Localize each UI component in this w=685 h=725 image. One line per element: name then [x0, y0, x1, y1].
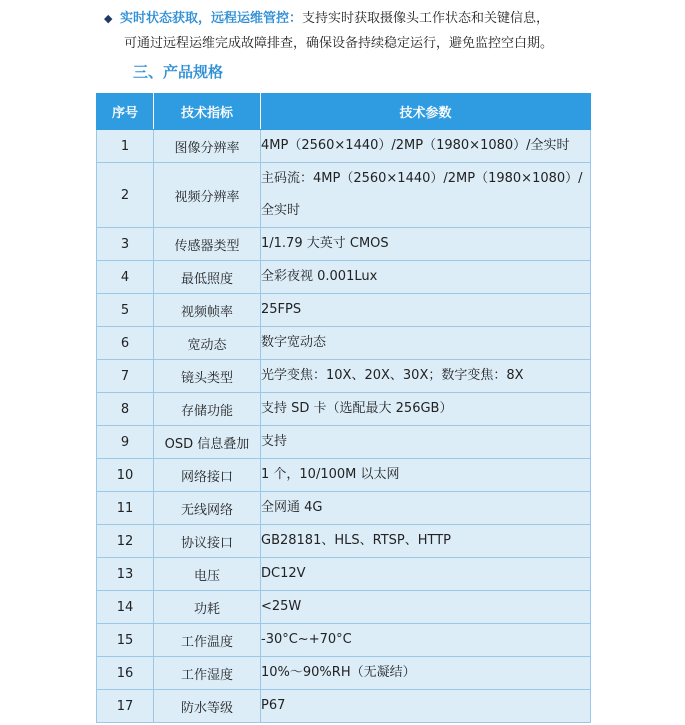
row-spec-value: <25W	[261, 591, 591, 624]
table-row	[97, 327, 591, 360]
row-spec-value: 4MP（2560×1440）/2MP（1980×1080）/全实时	[261, 130, 591, 163]
row-spec-value: DC12V	[261, 558, 591, 591]
row-spec-value: 数字宽动态	[261, 327, 591, 360]
table-header-row	[97, 94, 591, 130]
table-row	[97, 294, 591, 327]
row-spec-name: 视频帧率	[154, 294, 261, 327]
table-row	[97, 426, 591, 459]
row-spec-value: 25FPS	[261, 294, 591, 327]
row-spec-name: 最低照度	[154, 261, 261, 294]
diamond-bullet-icon: ◆	[104, 12, 113, 25]
table-row	[97, 459, 591, 492]
row-spec-value: 光学变焦：10X、20X、30X；数字变焦：8X	[261, 360, 591, 393]
row-spec-name: 宽动态	[154, 327, 261, 360]
feature-text-line2: 可通过远程运维完成故障排查，确保设备持续稳定运行，避免监控空白期。	[124, 36, 554, 51]
row-spec-value: 全彩夜视 0.001Lux	[261, 261, 591, 294]
header-value: 技术参数	[261, 94, 591, 130]
row-number: 15	[97, 624, 154, 657]
row-spec-name: 无线网络	[154, 492, 261, 525]
row-spec-value: 1 个，10/100M 以太网	[261, 459, 591, 492]
table-body	[97, 130, 591, 723]
row-spec-name: OSD 信息叠加	[154, 426, 261, 459]
table-row	[97, 492, 591, 525]
row-number: 14	[97, 591, 154, 624]
row-spec-name: 存储功能	[154, 393, 261, 426]
row-number: 17	[97, 690, 154, 723]
spec-table	[96, 93, 591, 723]
table-row	[97, 261, 591, 294]
table-row	[97, 163, 591, 228]
header-name: 技术指标	[154, 94, 261, 130]
row-spec-name: 功耗	[154, 591, 261, 624]
row-spec-name: 工作温度	[154, 624, 261, 657]
row-number: 1	[97, 130, 154, 163]
table-row	[97, 360, 591, 393]
row-number: 2	[97, 163, 154, 228]
row-spec-value: 支持 SD 卡（选配最大 256GB）	[261, 393, 591, 426]
row-number: 7	[97, 360, 154, 393]
row-spec-name: 工作湿度	[154, 657, 261, 690]
row-spec-value: P67	[261, 690, 591, 723]
section-title: 三、产品规格	[133, 63, 224, 81]
row-number: 4	[97, 261, 154, 294]
table-row	[97, 657, 591, 690]
feature-text-line1: 支持实时获取摄像头工作状态和关键信息，	[302, 11, 550, 26]
row-number: 12	[97, 525, 154, 558]
row-spec-value: -30°C~+70°C	[261, 624, 591, 657]
row-spec-name: 防水等级	[154, 690, 261, 723]
row-spec-name: 网络接口	[154, 459, 261, 492]
row-number: 13	[97, 558, 154, 591]
header-no: 序号	[97, 94, 154, 130]
row-spec-value: GB28181、HLS、RTSP、HTTP	[261, 525, 591, 558]
row-number: 3	[97, 228, 154, 261]
table-row	[97, 525, 591, 558]
row-number: 6	[97, 327, 154, 360]
table-row	[97, 624, 591, 657]
feature-bullet	[104, 6, 664, 56]
row-spec-name: 镜头类型	[154, 360, 261, 393]
row-spec-name: 电压	[154, 558, 261, 591]
row-spec-value: 支持	[261, 426, 591, 459]
table-row	[97, 558, 591, 591]
table-row	[97, 393, 591, 426]
row-number: 8	[97, 393, 154, 426]
table-row	[97, 228, 591, 261]
row-number: 10	[97, 459, 154, 492]
table-row	[97, 591, 591, 624]
feature-title: 实时状态获取，远程运维管控：	[120, 11, 303, 26]
row-spec-name: 协议接口	[154, 525, 261, 558]
table-row	[97, 130, 591, 163]
row-spec-name: 视频分辨率	[154, 163, 261, 228]
row-number: 16	[97, 657, 154, 690]
table-row	[97, 690, 591, 723]
row-spec-value: 主码流：4MP（2560×1440）/2MP（1980×1080）/全实时	[261, 163, 591, 228]
row-spec-value: 10%～90%RH（无凝结）	[261, 657, 591, 690]
row-spec-value: 全网通 4G	[261, 492, 591, 525]
row-spec-name: 传感器类型	[154, 228, 261, 261]
row-number: 5	[97, 294, 154, 327]
row-number: 11	[97, 492, 154, 525]
row-spec-name: 图像分辨率	[154, 130, 261, 163]
row-number: 9	[97, 426, 154, 459]
row-spec-value: 1/1.79 大英寸 CMOS	[261, 228, 591, 261]
